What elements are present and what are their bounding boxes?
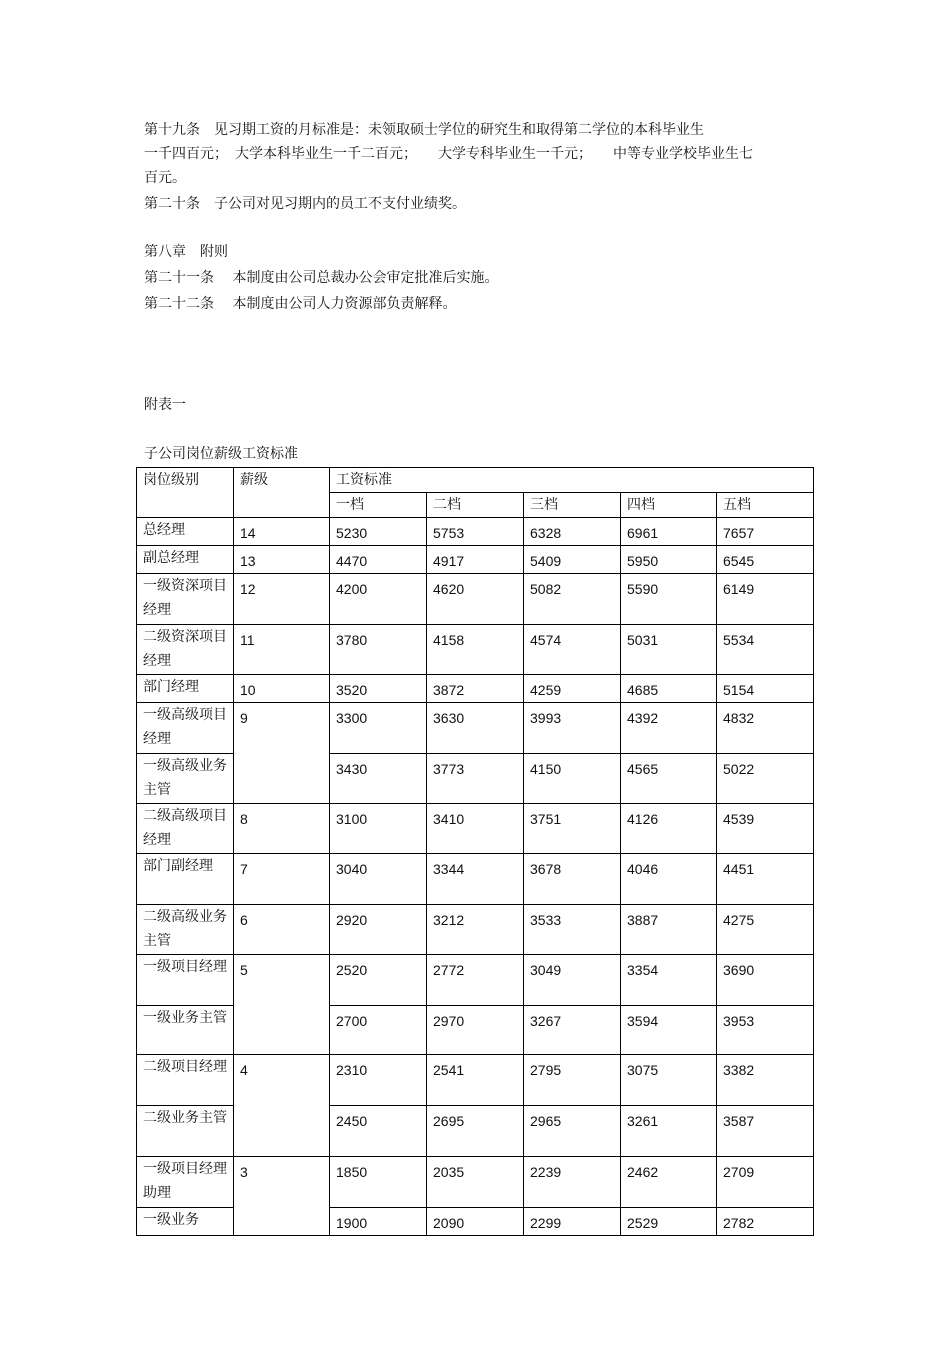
cell-level-1: 2700 [330, 1006, 427, 1055]
cell-position: 一级项目经理助理 [137, 1157, 234, 1208]
cell-level-5: 5534 [717, 625, 814, 675]
cell-level-3: 2239 [524, 1157, 621, 1208]
cell-level-5: 2782 [717, 1208, 814, 1236]
chapter-8-heading: 第八章 附则 [144, 244, 228, 260]
cell-position: 二级业务主管 [137, 1106, 234, 1157]
cell-level-2: 2772 [427, 955, 524, 1006]
cell-level-2: 2970 [427, 1006, 524, 1055]
cell-level-2: 2695 [427, 1106, 524, 1157]
cell-level-4: 5950 [621, 546, 717, 574]
cell-level-4: 6961 [621, 518, 717, 546]
cell-level-5: 3690 [717, 955, 814, 1006]
table-row [137, 703, 814, 754]
cell-level-4: 5590 [621, 574, 717, 625]
cell-grade: 14 [234, 518, 330, 546]
cell-level-3: 3751 [524, 804, 621, 854]
cell-level-3: 3267 [524, 1006, 621, 1055]
cell-grade: 4 [234, 1055, 330, 1157]
cell-level-3: 3678 [524, 854, 621, 905]
cell-level-5: 6149 [717, 574, 814, 625]
cell-level-4: 4565 [621, 754, 717, 804]
cell-level-5: 6545 [717, 546, 814, 574]
cell-grade: 10 [234, 675, 330, 703]
cell-position: 一级业务 [137, 1208, 234, 1236]
cell-level-3: 3049 [524, 955, 621, 1006]
cell-level-4: 3075 [621, 1055, 717, 1106]
cell-level-3: 4574 [524, 625, 621, 675]
appendix-label: 附表一 [144, 397, 186, 413]
article-19-line-1: 第十九条 见习期工资的月标准是：未领取硕士学位的研究生和取得第二学位的本科毕业生 [144, 122, 704, 138]
table-row [137, 905, 814, 955]
header-standard: 工资标准 [330, 468, 814, 493]
cell-level-4: 4126 [621, 804, 717, 854]
cell-grade: 13 [234, 546, 330, 574]
cell-level-2: 2090 [427, 1208, 524, 1236]
cell-level-5: 3587 [717, 1106, 814, 1157]
cell-level-1: 4200 [330, 574, 427, 625]
cell-level-4: 3261 [621, 1106, 717, 1157]
table-row [137, 518, 814, 546]
header-grade: 薪级 [234, 468, 330, 518]
cell-position: 总经理 [137, 518, 234, 546]
cell-level-5: 7657 [717, 518, 814, 546]
cell-level-4: 2462 [621, 1157, 717, 1208]
article-20: 第二十条 子公司对见习期内的员工不支付业绩奖。 [144, 196, 466, 212]
table-row [137, 1157, 814, 1208]
cell-level-3: 4259 [524, 675, 621, 703]
cell-position: 二级高级业务主管 [137, 905, 234, 955]
cell-level-4: 4685 [621, 675, 717, 703]
cell-grade: 9 [234, 703, 330, 804]
cell-level-4: 3354 [621, 955, 717, 1006]
cell-level-4: 3887 [621, 905, 717, 955]
cell-position: 一级业务主管 [137, 1006, 234, 1055]
cell-level-2: 3872 [427, 675, 524, 703]
cell-level-3: 2965 [524, 1106, 621, 1157]
cell-position: 部门副经理 [137, 854, 234, 905]
cell-level-1: 2450 [330, 1106, 427, 1157]
cell-level-3: 3533 [524, 905, 621, 955]
cell-level-3: 2299 [524, 1208, 621, 1236]
header-level-3: 三档 [524, 493, 621, 518]
cell-level-1: 2920 [330, 905, 427, 955]
cell-level-5: 5154 [717, 675, 814, 703]
table-row [137, 955, 814, 1006]
article-21: 第二十一条 本制度由公司总裁办公会审定批准后实施。 [144, 270, 499, 286]
cell-position: 部门经理 [137, 675, 234, 703]
cell-level-1: 3780 [330, 625, 427, 675]
cell-grade: 7 [234, 854, 330, 905]
table-row [137, 1055, 814, 1106]
cell-position: 一级资深项目经理 [137, 574, 234, 625]
cell-level-3: 5082 [524, 574, 621, 625]
cell-position: 副总经理 [137, 546, 234, 574]
cell-level-2: 5753 [427, 518, 524, 546]
article-19-line-2: 一千四百元； 大学本科毕业生一千二百元； 大学专科毕业生一千元； 中等专业学校毕业生七 [144, 146, 753, 162]
cell-level-1: 3040 [330, 854, 427, 905]
cell-grade: 3 [234, 1157, 330, 1236]
header-level-4: 四档 [621, 493, 717, 518]
cell-grade: 5 [234, 955, 330, 1055]
cell-level-1: 4470 [330, 546, 427, 574]
cell-level-2: 3410 [427, 804, 524, 854]
cell-level-5: 4539 [717, 804, 814, 854]
cell-level-2: 3344 [427, 854, 524, 905]
cell-position: 一级高级业务主管 [137, 754, 234, 804]
cell-level-2: 3630 [427, 703, 524, 754]
cell-level-1: 1900 [330, 1208, 427, 1236]
cell-level-5: 4275 [717, 905, 814, 955]
cell-position: 一级项目经理 [137, 955, 234, 1006]
table-row [137, 854, 814, 905]
table-row [137, 675, 814, 703]
cell-level-2: 4620 [427, 574, 524, 625]
cell-grade: 6 [234, 905, 330, 955]
cell-position: 二级高级项目经理 [137, 804, 234, 854]
cell-level-1: 5230 [330, 518, 427, 546]
table-row [137, 574, 814, 625]
cell-level-1: 3430 [330, 754, 427, 804]
cell-level-1: 3300 [330, 703, 427, 754]
cell-level-2: 4917 [427, 546, 524, 574]
cell-level-5: 5022 [717, 754, 814, 804]
cell-level-4: 2529 [621, 1208, 717, 1236]
header-level-1: 一档 [330, 493, 427, 518]
cell-position: 二级项目经理 [137, 1055, 234, 1106]
table-row [137, 804, 814, 854]
cell-level-5: 3382 [717, 1055, 814, 1106]
cell-level-4: 3594 [621, 1006, 717, 1055]
cell-level-2: 2541 [427, 1055, 524, 1106]
cell-level-2: 3773 [427, 754, 524, 804]
cell-level-3: 5409 [524, 546, 621, 574]
cell-level-4: 4392 [621, 703, 717, 754]
cell-level-3: 3993 [524, 703, 621, 754]
article-19-line-3: 百元。 [144, 170, 186, 186]
table-title: 子公司岗位薪级工资标准 [144, 446, 298, 462]
cell-level-2: 4158 [427, 625, 524, 675]
cell-level-3: 4150 [524, 754, 621, 804]
article-22: 第二十二条 本制度由公司人力资源部负责解释。 [144, 296, 457, 312]
cell-level-3: 6328 [524, 518, 621, 546]
cell-level-5: 4832 [717, 703, 814, 754]
header-position: 岗位级别 [137, 468, 234, 518]
salary-table [136, 467, 814, 1236]
cell-position: 一级高级项目经理 [137, 703, 234, 754]
table-row [137, 625, 814, 675]
cell-level-4: 4046 [621, 854, 717, 905]
cell-level-2: 2035 [427, 1157, 524, 1208]
cell-level-5: 4451 [717, 854, 814, 905]
header-level-2: 二档 [427, 493, 524, 518]
cell-level-5: 2709 [717, 1157, 814, 1208]
header-level-5: 五档 [717, 493, 814, 518]
cell-level-1: 2520 [330, 955, 427, 1006]
cell-level-2: 3212 [427, 905, 524, 955]
table-row [137, 546, 814, 574]
cell-level-1: 1850 [330, 1157, 427, 1208]
cell-level-3: 2795 [524, 1055, 621, 1106]
cell-level-1: 3100 [330, 804, 427, 854]
cell-grade: 11 [234, 625, 330, 675]
cell-position: 二级资深项目经理 [137, 625, 234, 675]
cell-level-1: 2310 [330, 1055, 427, 1106]
cell-grade: 8 [234, 804, 330, 854]
cell-level-5: 3953 [717, 1006, 814, 1055]
cell-grade: 12 [234, 574, 330, 625]
cell-level-1: 3520 [330, 675, 427, 703]
cell-level-4: 5031 [621, 625, 717, 675]
